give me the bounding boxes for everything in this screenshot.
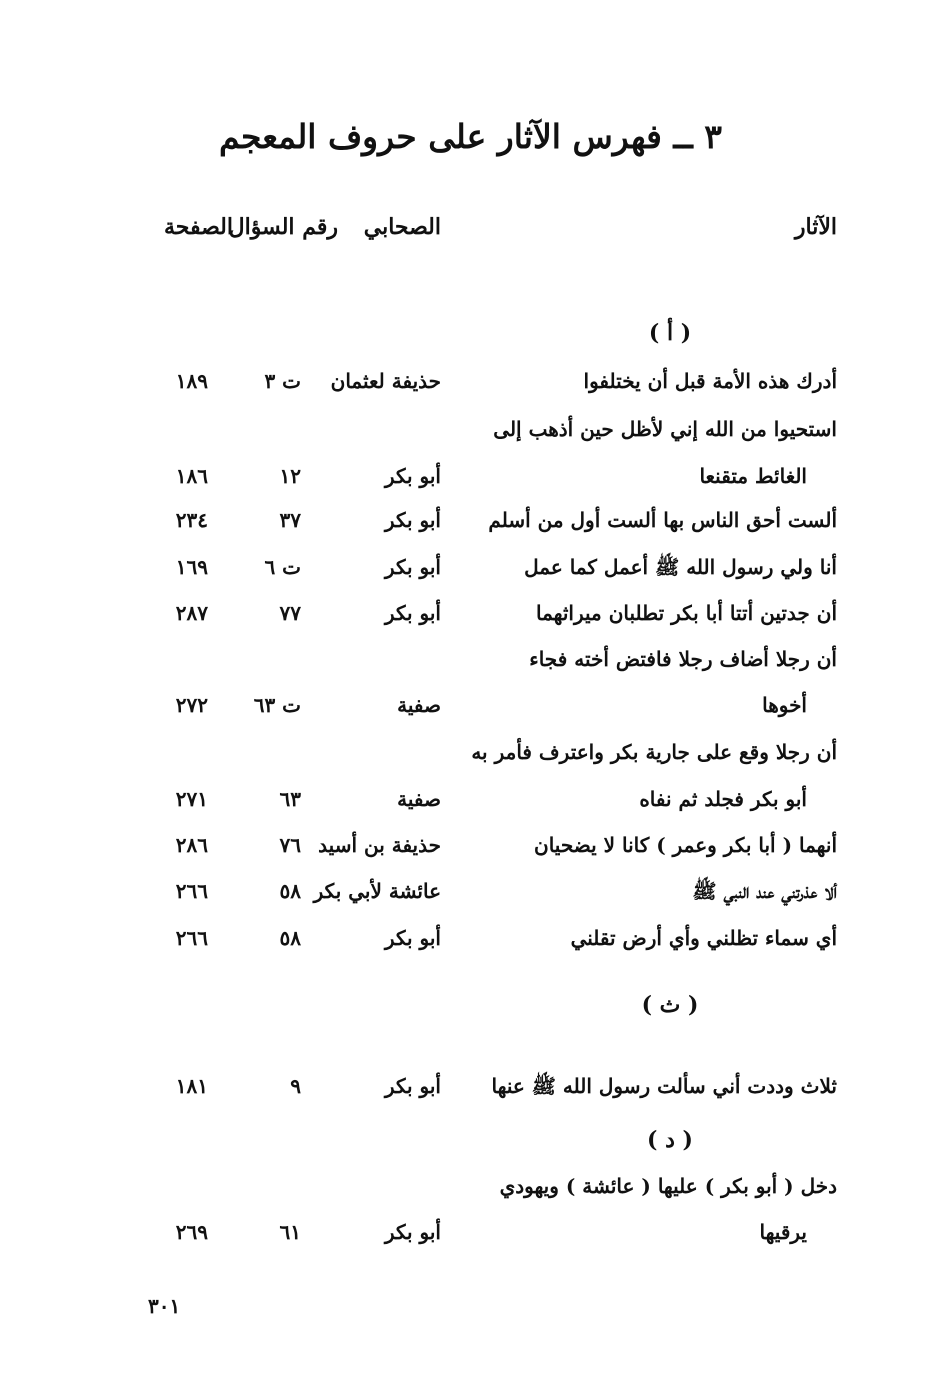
athar-text: ألست أحق الناس بها ألست أول من أسلم [488,508,837,532]
athar-text: الغائط متقنعا [699,464,807,488]
sahabi-name: صفية [397,693,441,717]
sahabi-name: أبو بكر [384,464,441,488]
question-number: ٦٣ [279,787,301,811]
table-row [0,406,941,452]
table-row [0,1163,941,1209]
table-row [0,729,941,775]
question-number: ٥٨ [279,926,301,950]
table-row [0,453,941,499]
letter-heading-alif: ( أ ) [648,320,692,346]
sahabi-name: أبو بكر [384,1220,441,1244]
table-row [0,497,941,543]
athar-text: أن رجلا وقع على جارية بكر واعترف فأمر به [471,740,837,764]
table-row [0,590,941,636]
athar-text: أخوها [762,693,807,717]
athar-text: يرقيها [759,1220,807,1244]
page-reference: ٢٣٤ [175,508,208,532]
table-row [0,358,941,404]
sahabi-name: صفية [397,787,441,811]
sahabi-name: عائشة لأبي بكر [313,879,441,903]
page-number: ٣٠١ [148,1294,181,1318]
table-row [0,776,941,822]
sahabi-name: حذيفة لعثمان [330,369,441,393]
column-header-sahabi: الصحابي [363,214,441,240]
athar-text: أن جدتين أتتا أبا بكر تطلبان ميراثهما [535,601,837,625]
athar-text: أنا ولي رسول الله ﷺ أعمل كما عمل [524,555,837,579]
sahabi-name: أبو بكر [384,508,441,532]
table-row [0,868,941,914]
athar-text: استحيوا من الله إني لأظل حين أذهب إلى [493,417,837,441]
table-row [0,636,941,682]
athar-text: ثلاث وددت أني سألت رسول الله ﷺ عنها [491,1074,837,1098]
page-reference: ٢٧١ [175,787,208,811]
question-number: ٩ [290,1074,301,1098]
sahabi-name: أبو بكر [384,555,441,579]
page-title: ٣ ــ فهرس الآثار على حروف المعجم [218,117,722,156]
page-reference: ١٦٩ [175,555,208,579]
page-reference: ٢٦٦ [175,926,208,950]
page-reference: ٢٨٦ [175,833,208,857]
table-row [0,822,941,868]
question-number: ت ٦٣ [253,693,301,717]
table-row [0,544,941,590]
page-reference: ١٨٦ [175,464,208,488]
athar-text: أنهما ( أبا بكر وعمر ) كانا لا يضحيان [534,833,837,857]
question-number: ٥٨ [279,879,301,903]
question-number: ٧٧ [279,601,301,625]
question-number: ١٢ [279,464,301,488]
sahabi-name: حذيفة بن أسيد [318,833,441,857]
column-header-question-number: رقم السؤال [228,214,338,240]
page-reference: ٢٦٦ [175,879,208,903]
page-reference: ٢٦٩ [175,1220,208,1244]
sahabi-name: أبو بكر [384,601,441,625]
page-reference: ١٨١ [175,1074,208,1098]
athar-text: أي سماء تظلني وأي أرض تقلني [570,926,837,950]
athar-text: ألا عذرتني عند النبي ﷺ [692,879,837,903]
letter-heading-tha: ( ث ) [641,992,699,1018]
letter-heading-dal: ( د ) [647,1127,693,1153]
column-header-athar: الآثار [794,214,837,240]
page-reference: ٢٨٧ [175,601,208,625]
page-reference: ١٨٩ [175,369,208,393]
sahabi-name: أبو بكر [384,1074,441,1098]
question-number: ٦١ [279,1220,301,1244]
sahabi-name: أبو بكر [384,926,441,950]
table-row [0,1063,941,1109]
athar-text: أبو بكر فجلد ثم نفاه [639,787,807,811]
page-reference: ٢٧٢ [175,693,208,717]
athar-text: أدرك هذه الأمة قبل أن يختلفوا [583,369,837,393]
question-number: ت ٣ [264,369,301,393]
athar-text: أن رجلا أضاف رجلا فافتض أخته فجاء [529,647,837,671]
table-row [0,1209,941,1255]
question-number: ت ٦ [264,555,301,579]
athar-text: دخل ( أبو بكر ) عليها ( عائشة ) ويهودي [499,1174,837,1198]
question-number: ٣٧ [279,508,301,532]
column-header-page: الصفحة [163,214,233,240]
table-row [0,682,941,728]
table-row [0,915,941,961]
question-number: ٧٦ [279,833,301,857]
